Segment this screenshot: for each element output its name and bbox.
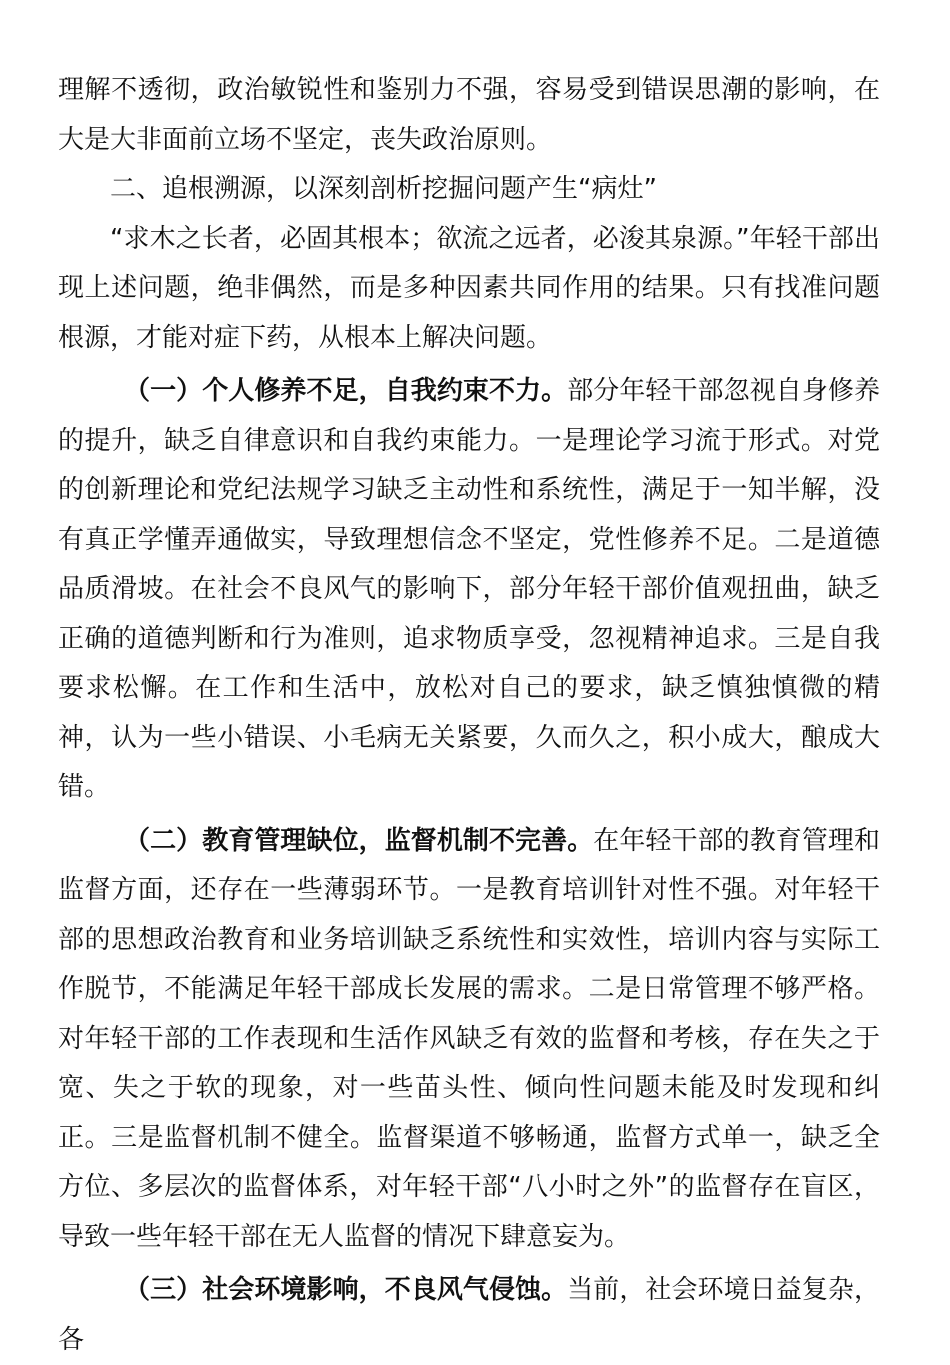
subsection-2 [58,817,880,1263]
subsection-3 [58,1266,880,1365]
subsection-3-body: 当前，社会环境日益复杂，各 [58,1275,880,1355]
section-heading-2: 二、追根溯源，以深刻剖析挖掘问题产生“病灶” [110,174,657,204]
subsection-1-title: （一）个人修养不足，自我约束不力。 [124,376,568,406]
subsection-1 [58,367,880,813]
subsection-2-title: （二）教育管理缺位，监督机制不完善。 [124,825,594,856]
subsection-2-body: 在年轻干部的教育管理和监督方面，还存在一些薄弱环节。一是教育培训针对性不强。对年轻干部的思想政治教育和业务培训缺乏系统性和实效性，培训内容与实际工作脱节，不能满足年轻干部成长发展的需求。二是日常管理不够严格。对年轻干部的工作表现和生活作风缺乏有效的监督和考核，存在失之于宽、失之于软的现象，对一些苗头性、倾向性问题未能及时发现和纠正。三是监督机制不健全。监督渠道不够畅通，监督方式单一，缺乏全方位、多层次的监督体系，对年轻干部“八小时之外”的监督存在盲区，导致一些年轻干部在无人监督的情况下肆意妄为。 [58,825,880,1252]
document-page [58,66,880,1365]
subsection-1-body: 部分年轻干部忽视自身修养的提升，缺乏自律意识和自我约束能力。一是理论学习流于形式。对党的创新理论和党纪法规学习缺乏主动性和系统性，满足于一知半解，没有真正学懂弄通做实，导致理想信念不坚定，党性修养不足。二是道德品质滑坡。在社会不良风气的影响下，部分年轻干部价值观扭曲，缺乏正确的道德判断和行为准则，追求物质享受，忽视精神追求。三是自我要求松懈。在工作和生活中，放松对自己的要求，缺乏慎独慎微的精神，认为一些小错误、小毛病无关紧要，久而久之，积小成大，酿成大错。 [58,376,880,802]
paragraph-continuation: 理解不透彻，政治敏锐性和鉴别力不强，容易受到错误思潮的影响，在大是大非面前立场不坚定，丧失政治原则。 [58,75,880,155]
subsection-3-title: （三）社会环境影响，不良风气侵蚀。 [124,1275,568,1305]
paragraph-quote: “求木之长者，必固其根本；欲流之远者，必浚其泉源。”年轻干部出现上述问题，绝非偶然，而是多种因素共同作用的结果。只有找准问题根源，才能对症下药，从根本上解决问题。 [58,223,880,353]
